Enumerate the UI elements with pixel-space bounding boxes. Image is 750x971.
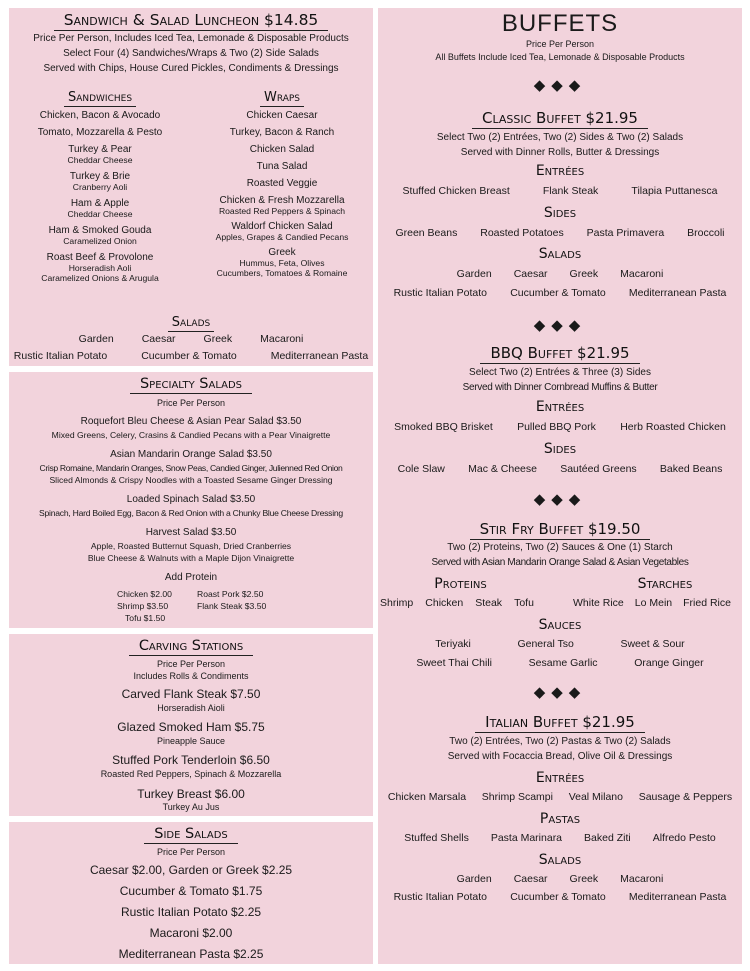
italian-salads-row-1 xyxy=(378,873,742,885)
specialty-item: Harvest Salad $3.50 xyxy=(145,527,237,538)
luncheon-title: Sandwich & Salad Luncheon $14.85 xyxy=(54,11,329,31)
italian-salads-row-2 xyxy=(378,891,742,903)
italian-line: Served with Focaccia Bread, Olive Oil & Dressings xyxy=(447,751,673,762)
carving-desc: Roasted Red Peppers, Spinach & Mozzarella xyxy=(100,769,282,779)
side-salads-title: Side Salads xyxy=(144,826,238,844)
salad-option: Mediterranean Pasta xyxy=(270,350,369,362)
specialty-desc: Apple, Roasted Butternut Squash, Dried Cranberries xyxy=(90,541,292,551)
salad-option: Caesar xyxy=(141,333,176,345)
side-option: Broccoli xyxy=(687,227,725,239)
carving-item: Glazed Smoked Ham $5.75 xyxy=(117,720,265,734)
protein-price: Shrimp $3.50 xyxy=(117,601,169,611)
sandwich-item: Ham & Apple xyxy=(70,198,130,209)
pasta-option: Alfredo Pesto xyxy=(652,832,716,844)
sandwich-item: Chicken, Bacon & Avocado xyxy=(39,110,161,121)
classic-salads-row-2 xyxy=(378,287,742,299)
entree-option: Herb Roasted Chicken xyxy=(620,421,726,433)
carving-title: Carving Stations xyxy=(129,638,253,656)
starches-heading: Starches xyxy=(637,576,693,592)
protein-option: Chicken xyxy=(425,597,464,609)
sandwich-desc: Cranberry Aoli xyxy=(72,182,128,192)
wrap-desc: Apples, Grapes & Candied Pecans xyxy=(215,232,349,242)
entree-option: Stuffed Chicken Breast xyxy=(402,185,510,197)
carving-item: Carved Flank Steak $7.50 xyxy=(121,687,261,701)
diamond-divider: ◆◆◆ xyxy=(533,77,587,94)
entree-option: Chicken Marsala xyxy=(387,791,467,803)
italian-entrees-row xyxy=(378,791,742,803)
carving-desc: Horseradish Aioli xyxy=(157,703,225,713)
wrap-item: Greek xyxy=(268,247,296,258)
salad-option: Garden xyxy=(78,333,114,345)
wrap-item: Chicken Salad xyxy=(249,144,315,155)
pastas-row xyxy=(378,832,742,844)
sandwich-item: Turkey & Pear xyxy=(68,144,132,155)
side-option: Baked Beans xyxy=(659,463,723,475)
luncheon-salads-heading: Salads xyxy=(168,315,214,332)
entree-option: Smoked BBQ Brisket xyxy=(394,421,493,433)
sandwich-item: Ham & Smoked Gouda xyxy=(48,225,152,236)
entree-option: Sausage & Peppers xyxy=(638,791,733,803)
starch-option: Fried Rice xyxy=(683,597,731,609)
luncheon-salads-row-1 xyxy=(9,333,373,345)
stir-fry-starches-row xyxy=(573,597,731,609)
salad-option: Caesar xyxy=(513,873,548,885)
sauce-option: Teriyaki xyxy=(435,638,471,650)
salad-option: Cucumber & Tomato xyxy=(141,350,237,362)
stir-fry-buffet-title: Stir Fry Buffet $19.50 xyxy=(470,520,651,540)
starch-option: Lo Mein xyxy=(634,597,673,609)
stirfry-line: Served with Asian Mandarin Orange Salad & Asian Vegetables xyxy=(431,557,689,568)
protein-list-left xyxy=(117,588,172,624)
side-option: Cole Slaw xyxy=(397,463,445,475)
protein-list-right xyxy=(197,588,266,612)
wrap-item: Tuna Salad xyxy=(256,161,308,172)
sandwich-desc: Horseradish Aoli xyxy=(68,263,132,273)
sauce-option: Sesame Garlic xyxy=(528,657,598,669)
sauce-option: General Tso xyxy=(517,638,574,650)
sauces-row-2 xyxy=(378,657,742,669)
bbq-line: Served with Dinner Cornbread Muffins & Butter xyxy=(462,382,658,393)
wrap-desc: Hummus, Feta, Olives xyxy=(239,258,325,268)
classic-line: Served with Dinner Rolls, Butter & Dressings xyxy=(460,147,660,158)
carving-item: Stuffed Pork Tenderloin $6.50 xyxy=(112,753,270,767)
sandwich-item: Turkey & Brie xyxy=(69,171,131,182)
protein-option: Tofu xyxy=(514,597,534,609)
side-salad-price: Cucumber & Tomato $1.75 xyxy=(119,884,263,898)
salad-option: Macaroni xyxy=(620,268,664,280)
specialty-salads-panel xyxy=(9,372,373,628)
side-salads-subtitle: Price Per Person xyxy=(156,847,226,857)
diamond-divider: ◆◆◆ xyxy=(533,491,587,508)
specialty-title: Specialty Salads xyxy=(130,376,252,394)
specialty-item: Asian Mandarin Orange Salad $3.50 xyxy=(110,449,272,460)
bbq-entrees-heading: Entrées xyxy=(535,399,585,415)
italian-salads-heading: Salads xyxy=(538,852,582,868)
classic-salads-row-1 xyxy=(378,268,742,280)
wrap-item: Chicken Caesar xyxy=(246,110,318,121)
buffets-line: Price Per Person xyxy=(525,39,595,49)
sandwiches-heading: Sandwiches xyxy=(64,90,136,107)
diamond-divider: ◆◆◆ xyxy=(533,684,587,701)
side-salad-price: Rustic Italian Potato $2.25 xyxy=(120,905,262,919)
classic-salads-heading: Salads xyxy=(538,246,582,262)
wraps-column xyxy=(191,88,373,278)
protein-option: Shrimp xyxy=(380,597,414,609)
specialty-desc: Crisp Romaine, Mandarin Oranges, Snow Peas, Candied Ginger, Julienned Red Onion xyxy=(39,463,343,473)
salad-option: Greek xyxy=(569,268,599,280)
luncheon-panel xyxy=(9,8,373,366)
sandwich-desc: Cheddar Cheese xyxy=(67,209,133,219)
protein-option: Steak xyxy=(475,597,503,609)
buffets-line: All Buffets Include Iced Tea, Lemonade & Disposable Products xyxy=(435,52,685,62)
bbq-sides-heading: Sides xyxy=(543,441,577,457)
pastas-heading: Pastas xyxy=(539,811,581,827)
wrap-item: Chicken & Fresh Mozzarella xyxy=(219,195,345,206)
bbq-sides-row xyxy=(378,463,742,475)
luncheon-line-3: Served with Chips, House Cured Pickles, Condiments & Dressings xyxy=(43,63,339,74)
salad-option: Caesar xyxy=(513,268,548,280)
sandwich-item: Tomato, Mozzarella & Pesto xyxy=(37,127,163,138)
pasta-option: Baked Ziti xyxy=(584,832,631,844)
side-salad-price: Macaroni $2.00 xyxy=(149,926,233,940)
specialty-desc: Mixed Greens, Celery, Crasins & Candied Pecans with a Pear Vinaigrette xyxy=(51,430,331,440)
wrap-item: Waldorf Chicken Salad xyxy=(231,221,333,232)
sauces-row-1 xyxy=(378,638,742,650)
classic-entrees-heading: Entrées xyxy=(535,163,585,179)
carving-desc: Turkey Au Jus xyxy=(162,802,220,812)
sauce-option: Sweet Thai Chili xyxy=(416,657,493,669)
side-option: Sautéed Greens xyxy=(560,463,637,475)
sauce-option: Sweet & Sour xyxy=(620,638,685,650)
buffets-title: BUFFETS xyxy=(501,10,619,37)
sandwich-desc: Cheddar Cheese xyxy=(67,155,133,165)
salad-option: Macaroni xyxy=(620,873,664,885)
specialty-desc: Spinach, Hard Boiled Egg, Bacon & Red Onion with a Chunky Blue Cheese Dressing xyxy=(39,508,343,518)
side-option: Pasta Primavera xyxy=(586,227,665,239)
sandwich-item: Roast Beef & Provolone xyxy=(46,252,154,263)
side-salad-price: Mediterranean Pasta $2.25 xyxy=(118,947,264,961)
salad-option: Macaroni xyxy=(260,333,304,345)
italian-line: Two (2) Entrées, Two (2) Pastas & Two (2) Salads xyxy=(449,736,671,747)
italian-entrees-heading: Entrées xyxy=(535,770,585,786)
wrap-item: Roasted Veggie xyxy=(246,178,318,189)
side-salads-panel xyxy=(9,822,373,964)
side-salad-price: Caesar $2.00, Garden or Greek $2.25 xyxy=(89,863,293,877)
carving-stations-panel xyxy=(9,634,373,816)
protein-price: Tofu $1.50 xyxy=(125,613,166,623)
carving-desc: Pineapple Sauce xyxy=(156,736,226,746)
wrap-item: Turkey, Bacon & Ranch xyxy=(229,127,335,138)
salad-option: Garden xyxy=(456,268,492,280)
classic-buffet-title: Classic Buffet $21.95 xyxy=(472,109,648,129)
wrap-desc: Cucumbers, Tomatoes & Romaine xyxy=(216,268,348,278)
salad-option: Rustic Italian Potato xyxy=(13,350,108,362)
specialty-subtitle: Price Per Person xyxy=(156,398,226,408)
classic-sides-row xyxy=(378,227,742,239)
side-option: Green Beans xyxy=(395,227,458,239)
protein-price: Flank Steak $3.50 xyxy=(197,601,267,611)
carving-line: Price Per Person xyxy=(156,659,226,669)
bbq-entrees-row xyxy=(378,421,742,433)
entree-option: Veal Milano xyxy=(568,791,623,803)
wraps-heading: Wraps xyxy=(260,90,304,107)
salad-option: Rustic Italian Potato xyxy=(393,891,487,903)
pasta-option: Stuffed Shells xyxy=(404,832,469,844)
carving-item: Turkey Breast $6.00 xyxy=(137,787,245,801)
salad-option: Greek xyxy=(569,873,599,885)
salad-option: Cucumber & Tomato xyxy=(510,891,606,903)
luncheon-line-1: Price Per Person, Includes Iced Tea, Lemonade & Disposable Products xyxy=(33,33,349,44)
sandwich-desc: Caramelized Onion xyxy=(63,236,137,246)
entree-option: Flank Steak xyxy=(542,185,599,197)
protein-price: Roast Pork $2.50 xyxy=(197,589,264,599)
classic-line: Select Two (2) Entrées, Two (2) Sides & Two (2) Salads xyxy=(436,132,684,143)
salad-option: Mediterranean Pasta xyxy=(628,287,727,299)
classic-sides-heading: Sides xyxy=(543,205,577,221)
sauce-option: Orange Ginger xyxy=(634,657,704,669)
buffets-panel xyxy=(378,8,742,964)
carving-line: Includes Rolls & Condiments xyxy=(133,671,249,681)
wrap-desc: Roasted Red Peppers & Spinach xyxy=(218,206,346,216)
salad-option: Cucumber & Tomato xyxy=(510,287,606,299)
salad-option: Greek xyxy=(203,333,233,345)
pasta-option: Pasta Marinara xyxy=(490,832,563,844)
luncheon-line-2: Select Four (4) Sandwiches/Wraps & Two (2) Side Salads xyxy=(63,48,319,59)
entree-option: Pulled BBQ Pork xyxy=(517,421,596,433)
classic-entrees-row xyxy=(378,185,742,197)
specialty-desc: Blue Cheese & Walnuts with a Maple Dijon Vinaigrette xyxy=(87,553,295,563)
bbq-line: Select Two (2) Entrées & Three (3) Sides xyxy=(469,367,651,378)
specialty-desc: Sliced Almonds & Crispy Noodles with a Toasted Sesame Ginger Dressing xyxy=(49,475,333,485)
specialty-item: Roquefort Bleu Cheese & Asian Pear Salad $3.50 xyxy=(80,416,302,427)
entree-option: Shrimp Scampi xyxy=(481,791,553,803)
bbq-buffet-title: BBQ Buffet $21.95 xyxy=(480,344,639,364)
stirfry-line: Two (2) Proteins, Two (2) Sauces & One (1) Starch xyxy=(447,542,673,553)
luncheon-salads-row-2 xyxy=(9,350,373,362)
diamond-divider: ◆◆◆ xyxy=(533,317,587,334)
protein-price: Chicken $2.00 xyxy=(117,589,172,599)
specialty-item: Loaded Spinach Salad $3.50 xyxy=(126,494,256,505)
starch-option: White Rice xyxy=(573,597,624,609)
sandwiches-column xyxy=(9,88,191,283)
salad-option: Rustic Italian Potato xyxy=(393,287,487,299)
italian-buffet-title: Italian Buffet $21.95 xyxy=(475,713,645,733)
salad-option: Garden xyxy=(456,873,492,885)
sandwich-desc: Caramelized Onions & Arugula xyxy=(41,273,159,283)
add-protein-heading: Add Protein xyxy=(164,572,218,583)
sauces-heading: Sauces xyxy=(538,617,582,633)
salad-option: Mediterranean Pasta xyxy=(628,891,727,903)
stir-fry-proteins-row xyxy=(380,597,534,609)
side-option: Mac & Cheese xyxy=(468,463,537,475)
entree-option: Tilapia Puttanesca xyxy=(631,185,718,197)
proteins-heading: Proteins xyxy=(434,576,487,592)
side-option: Roasted Potatoes xyxy=(480,227,564,239)
